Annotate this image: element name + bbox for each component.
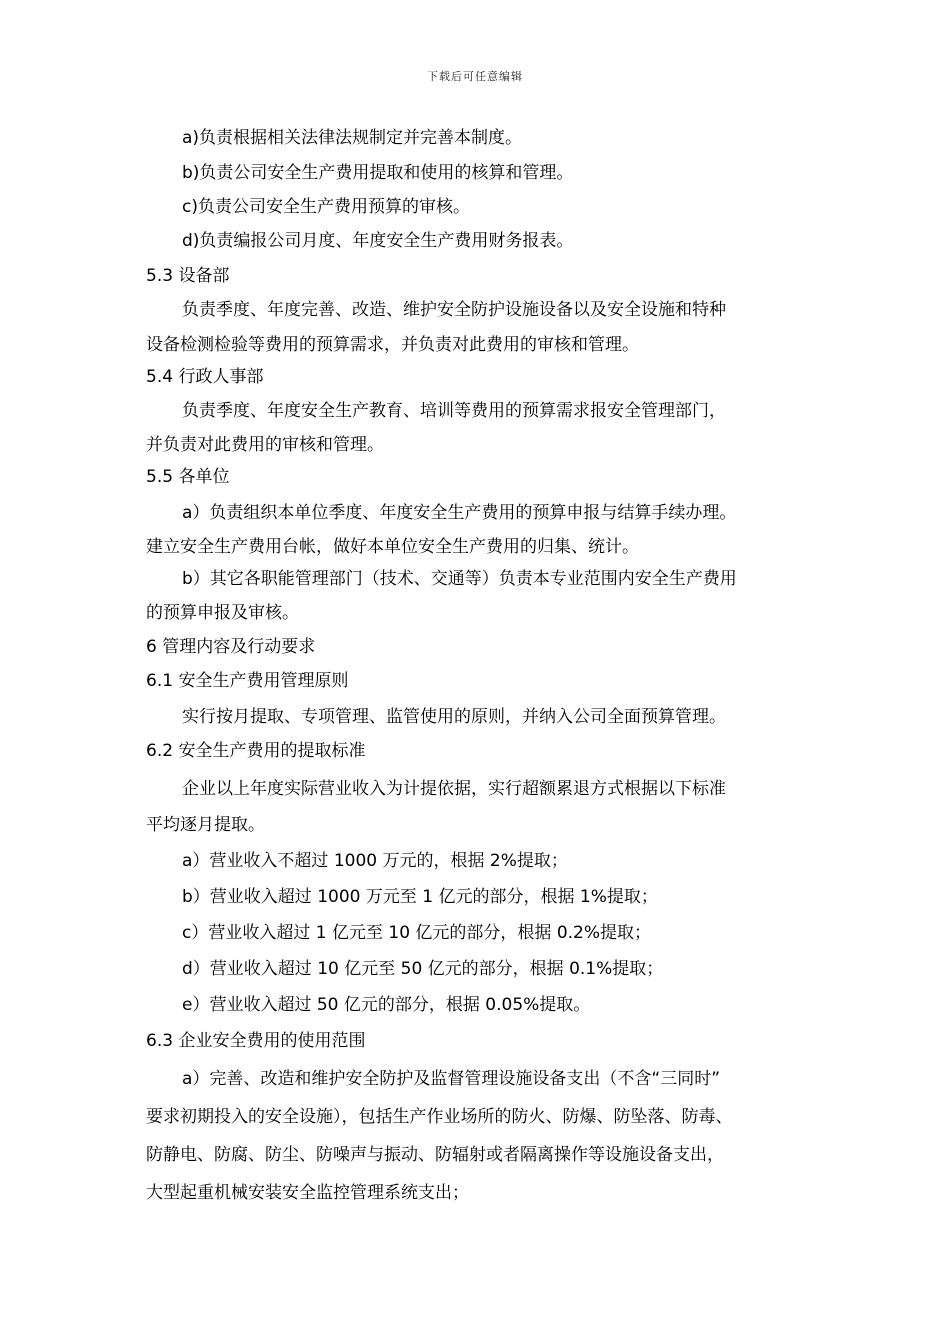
section-heading: 5.5 各单位 [146,467,230,487]
paragraph-line: b）其它各职能管理部门（技术、交通等）负责本专业范围内安全生产费用 [182,569,737,589]
paragraph-line: b)负责公司安全生产费用提取和使用的核算和管理。 [182,163,574,183]
list-item: d）营业收入超过 10 亿元至 50 亿元的部分，根据 0.1%提取； [182,959,664,979]
paragraph-line: a)负责根据相关法律法规制定并完善本制度。 [182,128,523,148]
section-heading: 6.3 企业安全费用的使用范围 [146,1031,366,1051]
paragraph-line: 的预算申报及审核。 [146,603,299,623]
paragraph-line: 大型起重机械安装安全监控管理系统支出； [146,1183,469,1203]
paragraph-line: d)负责编报公司月度、年度安全生产费用财务报表。 [182,231,574,251]
watermark-text: 下载后可任意编辑 [427,70,523,83]
paragraph-line: 建立安全生产费用台帐，做好本单位安全生产费用的归集、统计。 [146,537,639,557]
list-item: a）营业收入不超过 1000 万元的，根据 2%提取； [182,851,568,871]
section-heading: 6.1 安全生产费用管理原则 [146,671,349,691]
section-heading: 5.4 行政人事部 [146,367,264,387]
paragraph-line: 负责季度、年度完善、改造、维护安全防护设施设备以及安全设施和特种 [182,300,726,320]
paragraph-line: a）完善、改造和维护安全防护及监督管理设施设备支出（不含“三同时” [182,1069,721,1089]
section-heading: 5.3 设备部 [146,266,230,286]
list-item: c）营业收入超过 1 亿元至 10 亿元的部分，根据 0.2%提取； [182,923,652,943]
section-heading: 6.2 安全生产费用的提取标准 [146,741,366,761]
paragraph-line: c)负责公司安全生产费用预算的审核。 [182,197,470,217]
list-item: b）营业收入超过 1000 万元至 1 亿元的部分，根据 1%提取； [182,887,658,907]
paragraph-line: 要求初期投入的安全设施），包括生产作业场所的防火、防爆、防坠落、防毒、 [146,1107,733,1127]
paragraph-line: 负责季度、年度安全生产教育、培训等费用的预算需求报安全管理部门， [182,401,726,421]
paragraph-line: a）负责组织本单位季度、年度安全生产费用的预算申报与结算手续办理。 [182,503,737,523]
list-item: e）营业收入超过 50 亿元的部分，根据 0.05%提取。 [182,995,591,1015]
section-heading: 6 管理内容及行动要求 [146,637,316,657]
paragraph-line: 平均逐月提取。 [146,815,265,835]
paragraph-line: 实行按月提取、专项管理、监管使用的原则，并纳入公司全面预算管理。 [182,707,726,727]
paragraph-line: 防静电、防腐、防尘、防噪声与振动、防辐射或者隔离操作等设施设备支出， [146,1145,724,1165]
paragraph-line: 企业以上年度实际营业收入为计提依据，实行超额累退方式根据以下标准 [182,779,726,799]
paragraph-line: 并负责对此费用的审核和管理。 [146,435,384,455]
paragraph-line: 设备检测检验等费用的预算需求，并负责对此费用的审核和管理。 [146,335,639,355]
